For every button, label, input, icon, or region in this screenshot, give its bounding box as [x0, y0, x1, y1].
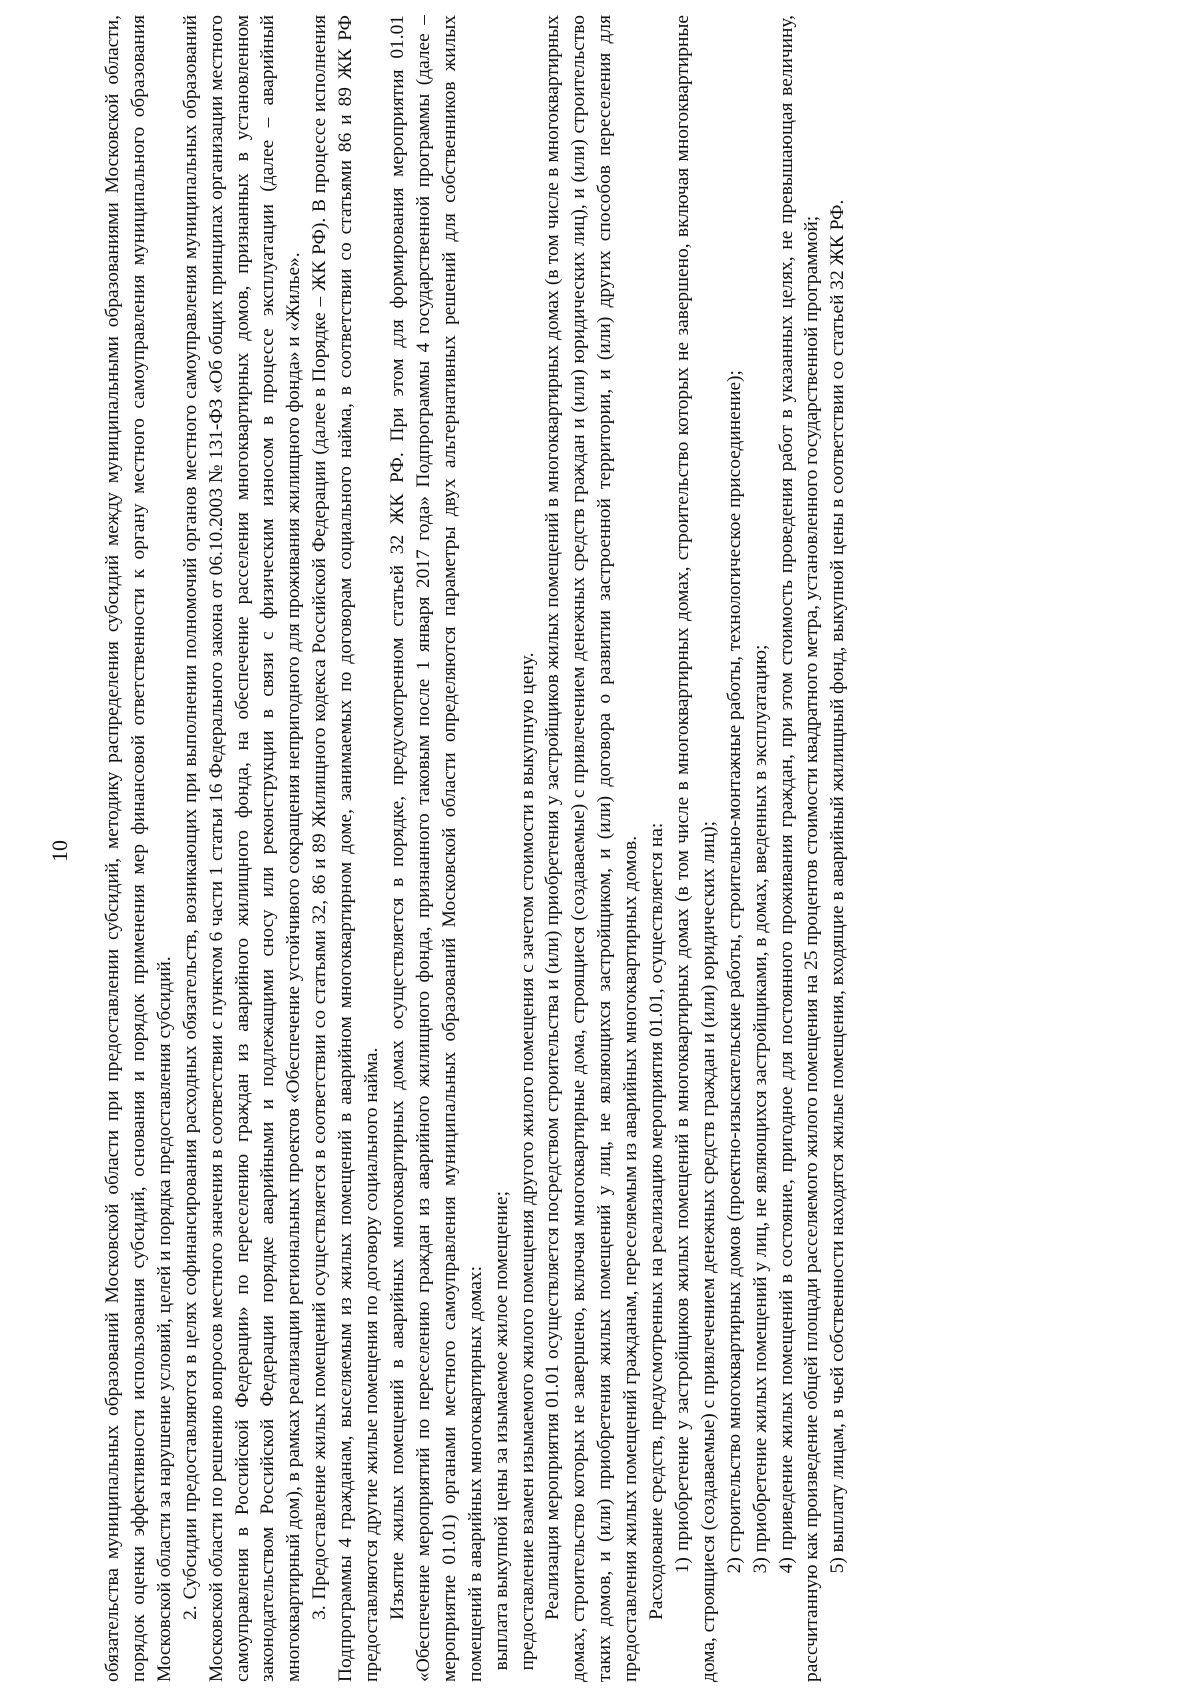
- document-body: [100, 15, 1160, 1682]
- paragraph-housing-provision: 3. Предоставление жилых помещений осуществляется в соответствии со статьями 32, 86 и 89 Жилищного кодекса Российской Федерации (далее в Порядке – ЖК РФ). В процессе исполнения Подпрограммы 4 гражданам, выселяемым из жилых помещений в аварийном многоквартирном доме, занимаемых по договорам социального найма, в соответствии со статьями 86 и 89 ЖК РФ предоставляются другие жилые помещения по договору социального найма.: [309, 15, 383, 1682]
- list-item-2: 2) строительство многоквартирных домов (проектно-изыскательские работы, строительно-монтажные работы, технологическое присоединение);: [723, 370, 745, 1574]
- paragraph-implementation: Реализация мероприятия 01.01 осуществляется посредством строительства и (или) приобретения у застройщиков жилых помещений в многоквартирных домах (в том числе в многоквартирных домах, строительство которых не завершено, включая многоквартирные дома, строящиеся (создаваемые) с привлечением денежных средств граждан и (или) юридических лиц), и (или) строительство таких домов, и (или) приобретения жилых помещений у лиц, не являющихся застройщиком, и (или) договора о развитии застроенной территории, и (или) других способов переселения для предоставления жилых помещений гражданам, переселяемым из аварийных многоквартирных домов.: [542, 15, 642, 1682]
- paragraph-intro: обязательства муниципальных образований Московской области при предоставлении субсидий, методику распределения субсидий между муниципальными образованиями Московской области, порядок оценки эффективности использования субсидий, основания и порядок применения мер финансовой ответственности к органу местного самоуправления муниципального образования Московской области за нарушение условий, целей и порядка предоставления субсидий.: [102, 15, 175, 1682]
- list-item-5: 5) выплату лицам, в чьей собственности находятся жилые помещения, входящие в аварийный жилищный фонд, выкупной цены в соответствии со статьей 32 ЖК РФ.: [827, 199, 849, 1574]
- page-number: 10: [47, 840, 72, 862]
- list-item-4: 4) приведение жилых помещений в состояние, пригодное для постоянного проживания граждан, при этом стоимость проведения работ в указанных целях, не превышающая величину, рассчитанную как произведение общей площади расселяемого жилого помещения на 25 процентов стоимости квадратного метра, установленного государственной программой;: [775, 15, 823, 1682]
- paragraph-subsidies-purpose: 2. Субсидии предоставляются в целях софинансирования расходных обязательств, возникающих при выполнении полномочий органов местного самоуправления муниципальных образований Московской области по решению вопросов местного значения в соответствии с пунктом 6 части 1 статьи 16 Федерального закона от 06.10.2003 № 131-ФЗ «Об общих принципах организации местного самоуправления в Российской Федерации» по переселению граждан из аварийного жилищного фонда, на обеспечение расселения многоквартирных домов, признанных в установленном законодательством Российской Федерации порядке аварийными и подлежащими сносу или реконструкции в связи с физическим износом в процессе эксплуатации (далее – аварийный многоквартирный дом), в рамках реализации региональных проектов «Обеспечение устойчивого сокращения непригодного для проживания жилищного фонда» и «Жилье».: [179, 15, 305, 1682]
- paragraph-option-replacement: предоставление взамен изымаемого жилого помещения другого жилого помещения с зачетом стоимости в выкупную цену.: [516, 652, 538, 1671]
- list-item-1: 1) приобретение у застройщиков жилых помещений в многоквартирных домах (в том числе в многоквартирных домах, строительство которых не завершено, включая многоквартирные дома, строящиеся (создаваемые) с привлечением денежных средств граждан и (или) юридических лиц);: [671, 15, 719, 1682]
- paragraph-spending-intro: Расходование средств, предусмотренных на реализацию мероприятия 01.01, осуществляется на:: [646, 822, 668, 1620]
- list-item-3: 3) приобретение жилых помещений у лиц, не являющихся застройщиками, в домах, введенных в эксплуатацию;: [749, 644, 771, 1574]
- paragraph-seizure-procedure: Изъятие жилых помещений в аварийных многоквартирных домах осуществляется в порядке, предусмотренном статьей 32 ЖК РФ. При этом для формирования мероприятия 01.01 «Обеспечение мероприятий по переселению граждан из аварийного жилищного фонда, признанного таковым после 1 января 2017 года» Подпрограммы 4 государственной программы (далее – мероприятие 01.01) органами местного самоуправления муниципальных образований Московской области определяются параметры двух альтернативных решений для собственников жилых помещений в аварийных многоквартирных домах:: [386, 15, 486, 1682]
- paragraph-option-redemption: выплата выкупной цены за изымаемое жилое помещение;: [490, 1191, 512, 1671]
